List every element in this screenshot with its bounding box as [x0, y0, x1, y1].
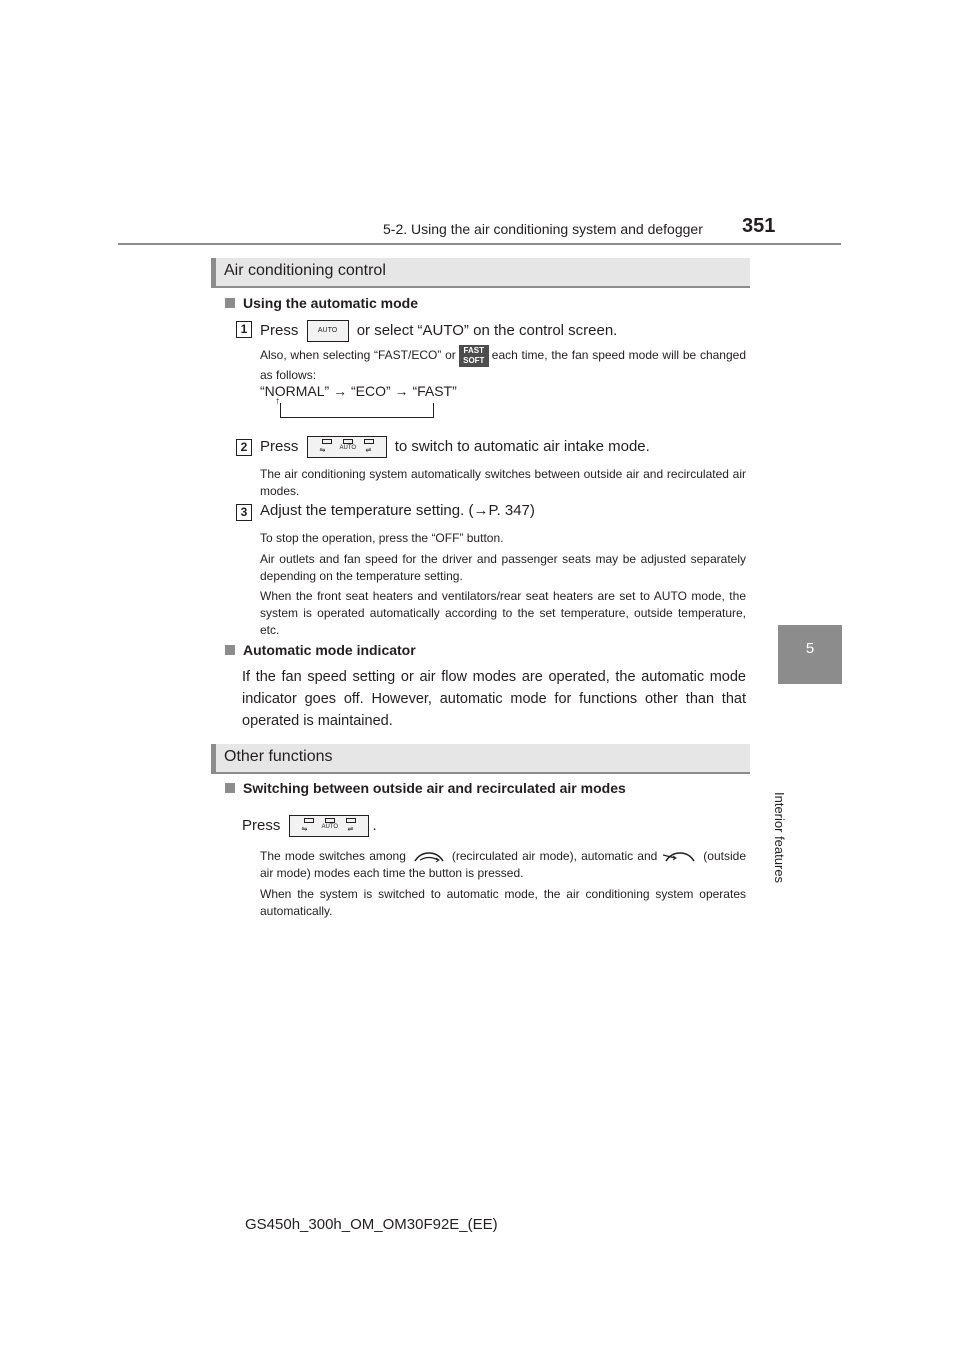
- mode-switch-note: The mode switches among (recirculated air mode), automatic and (outside air mode) modes each time the button is pressed.: [260, 849, 746, 880]
- automatic-mode-indicator-body: If the fan speed setting or air flow modes are operated, the automatic mode indicator goes off. However, automatic mode for functions other than that operated is maintained.: [242, 669, 746, 729]
- fan-mode-cycle: “NORMAL” → “ECO” → “FAST”: [260, 383, 457, 399]
- air-intake-button-icon: ⇋ AUTO ⇌: [307, 436, 387, 458]
- recirculated-air-icon: [412, 849, 446, 865]
- step-1-note: Also, when selecting “FAST/ECO” or FAST SOFT each time, the fan speed mode will be changed as follows:: [260, 346, 747, 382]
- step-3-note-3: When the front seat heaters and ventilators/rear seat heaters are set to AUTO mode, the system is operated automatically according to the set temperature, outside temperature, etc.: [260, 589, 746, 637]
- section-header-ac-control: [211, 258, 750, 288]
- step-3-note-2: Air outlets and fan speed for the driver and passenger seats may be adjusted separately depending on the temperature setting.: [260, 552, 746, 583]
- step-3-note-1: To stop the operation, press the “OFF” button.: [260, 531, 504, 545]
- document-code: GS450h_300h_OM_OM30F92E_(EE): [245, 1216, 498, 1233]
- square-bullet-icon: [225, 645, 235, 655]
- section-title: Other functions: [224, 748, 333, 765]
- air-intake-button-icon: ⇋ AUTO ⇌: [289, 815, 369, 837]
- square-bullet-icon: [225, 783, 235, 793]
- step-number-1: 1: [236, 321, 252, 338]
- cycle-return-line: [280, 403, 434, 418]
- step-2-note: The air conditioning system automatically switches between outside air and recirculated air modes.: [260, 467, 746, 498]
- header-rule: [118, 243, 841, 245]
- subheading-switching-air-modes: Switching between outside air and recirculated air modes: [225, 780, 626, 796]
- step-number-2: 2: [236, 439, 252, 456]
- subheading-automatic-mode-indicator: Automatic mode indicator: [225, 642, 416, 658]
- step-number-3: 3: [236, 504, 252, 521]
- fast-soft-button-icon: FAST SOFT: [459, 345, 489, 367]
- square-bullet-icon: [225, 298, 235, 308]
- subheading-automatic-mode: Using the automatic mode: [225, 295, 418, 311]
- automatic-mode-note: When the system is switched to automatic mode, the air conditioning system operates automatically.: [260, 887, 746, 918]
- cycle-arrow-icon: ↑: [275, 396, 280, 407]
- auto-button-icon: AUTO: [307, 320, 349, 342]
- section-header-other-functions: [211, 744, 750, 774]
- step-3-text: Adjust the temperature setting. (→P. 347): [260, 502, 535, 519]
- press-intake-button-text: Press ⇋ AUTO ⇌ .: [242, 815, 377, 837]
- step-2-text: Press ⇋ AUTO ⇌ to switch to automatic air intake mode.: [260, 436, 650, 458]
- outside-air-icon: [663, 849, 697, 865]
- page-number: 351: [742, 215, 776, 237]
- running-header: 5-2. Using the air conditioning system and defogger: [383, 221, 703, 237]
- step-1-text: Press AUTO or select “AUTO” on the control screen.: [260, 320, 617, 342]
- section-title: Air conditioning control: [224, 262, 386, 279]
- chapter-number: 5: [805, 640, 815, 657]
- chapter-label: Interior features: [772, 792, 787, 884]
